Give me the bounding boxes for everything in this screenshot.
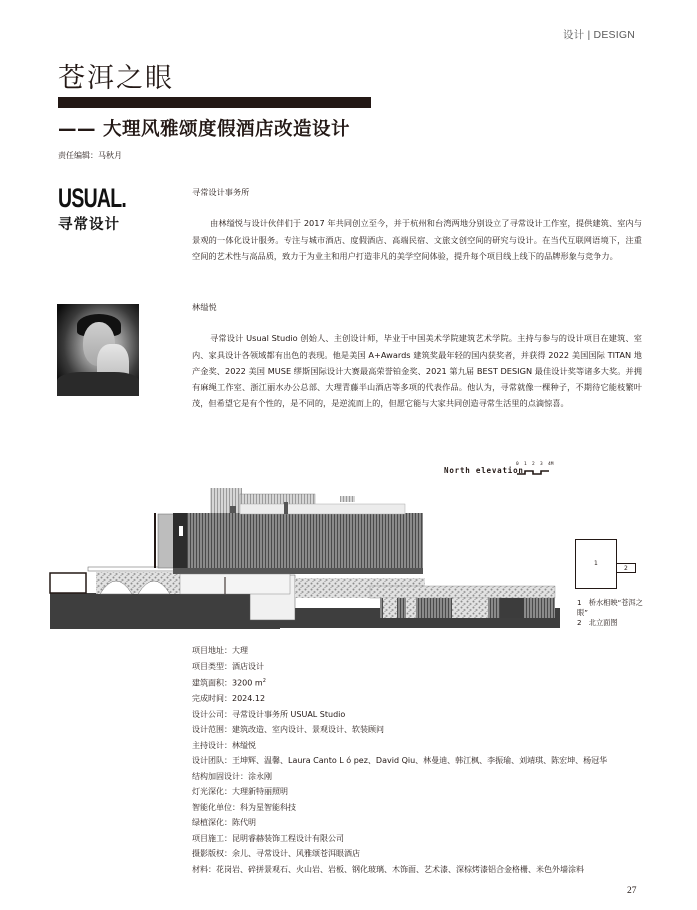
info-value: 建筑改造、室内设计、景观设计、软装顾问 bbox=[232, 725, 384, 735]
info-row bbox=[192, 659, 607, 675]
facade-band bbox=[173, 568, 423, 574]
key-plan bbox=[575, 539, 645, 589]
info-label: 设计范围： bbox=[192, 725, 232, 735]
info-row bbox=[192, 769, 607, 785]
info-label: 材料： bbox=[192, 864, 216, 874]
info-value: 酒店设计 bbox=[232, 661, 264, 671]
info-row bbox=[192, 800, 607, 816]
scale-tick: 4M bbox=[548, 462, 554, 467]
firm-logo-cn: 寻常设计 bbox=[58, 217, 120, 233]
roof-volume bbox=[210, 488, 242, 513]
roof-block bbox=[230, 506, 236, 513]
key-box-1 bbox=[575, 539, 617, 589]
info-value: 花岗岩、碎拼景观石、火山岩、岩板、钢化玻璃、木饰面、艺术漆、深棕烤漆铝合金格栅、米色外墙涂料 bbox=[216, 864, 584, 874]
figure-captions bbox=[577, 598, 652, 628]
title-divider-bar bbox=[58, 97, 371, 108]
designer-name: 林缢悦 bbox=[192, 302, 217, 312]
info-value: 寻常设计事务所 USUAL Studio bbox=[232, 709, 346, 719]
info-superscript: 2 bbox=[262, 678, 266, 684]
north-elevation-drawing bbox=[40, 480, 560, 630]
info-row bbox=[192, 643, 607, 659]
firm-logo-en: USUAL. bbox=[58, 183, 127, 213]
info-row bbox=[192, 707, 607, 723]
lobby-glazing bbox=[180, 574, 290, 594]
key-label-2: 2 bbox=[624, 565, 628, 572]
info-value: 陈代明 bbox=[232, 818, 256, 828]
stone-pier bbox=[383, 598, 397, 618]
info-label: 项目类型： bbox=[192, 661, 232, 671]
editor-credit: 责任编辑：马秋月 bbox=[58, 151, 122, 160]
key-label-1: 1 bbox=[594, 560, 598, 567]
info-value: 大理新特丽照明 bbox=[232, 787, 288, 797]
info-row bbox=[192, 862, 607, 878]
firm-name: 寻常设计事务所 bbox=[192, 187, 250, 197]
main-facade bbox=[173, 513, 423, 570]
info-label: 建筑面积： bbox=[192, 678, 232, 688]
page-number: 27 bbox=[627, 886, 637, 896]
info-label: 完成时间： bbox=[192, 694, 232, 704]
scale-tick: 0 bbox=[516, 462, 519, 467]
scale-tick: 1 bbox=[524, 462, 527, 467]
scale-tick: 3 bbox=[540, 462, 543, 467]
info-row bbox=[192, 831, 607, 847]
scale-bar-graphic bbox=[514, 462, 556, 476]
caption-1: 1 桥水相映“苍洱之眼” bbox=[577, 598, 643, 617]
project-info-list bbox=[192, 643, 607, 877]
info-label: 灯光深化： bbox=[192, 787, 232, 797]
info-value: 3200 m bbox=[232, 678, 263, 688]
info-row bbox=[192, 815, 607, 831]
info-value: 林缢悦 bbox=[232, 740, 256, 750]
info-value: 涂永刚 bbox=[248, 771, 272, 781]
portrait-body bbox=[57, 372, 139, 396]
roof-terrace bbox=[240, 504, 405, 514]
article-subtitle: —— 大理风雅颂度假酒店改造设计 bbox=[58, 119, 350, 140]
info-row bbox=[192, 846, 607, 862]
info-row bbox=[192, 722, 607, 738]
info-label: 设计公司： bbox=[192, 709, 232, 719]
roof-small bbox=[340, 496, 355, 502]
firm-bio bbox=[192, 184, 642, 264]
info-label: 摄影版权： bbox=[192, 849, 232, 859]
section-tag: 设计 | DESIGN bbox=[562, 29, 635, 41]
key-box-2 bbox=[616, 563, 636, 573]
info-label: 绿植深化： bbox=[192, 818, 232, 828]
scale-tick: 2 bbox=[532, 462, 535, 467]
window bbox=[179, 526, 183, 536]
designer-portrait bbox=[57, 304, 139, 396]
info-label: 结构加固设计： bbox=[192, 771, 248, 781]
firm-description: 由林缢悦与设计伙伴们于 2017 年共同创立至今，并于杭州和台湾两地分别设立了寻常设计工作室，提供建筑、室内与景观的一体化设计服务。专注与城市酒店、度假酒店、高端民宿、文旅文创空间的研究与设计。在当代互联网语境下，注重空间的艺术性与高品质，致力于为业主和用户打造非凡的美学空间体验，提升每个项目线上线下的品牌形象与竞争力。 bbox=[192, 218, 642, 261]
roof-block bbox=[284, 502, 288, 514]
info-row bbox=[192, 738, 607, 754]
main-facade-frame bbox=[173, 513, 187, 573]
info-value: 王坤辉、温馨、Laura Canto L ó pez、David Qiu、林曼迪、韩江枫、李振瑜、刘靖琪、陈宏坤、杨冠华 bbox=[232, 756, 608, 766]
info-value: 大理 bbox=[232, 646, 248, 655]
info-value: 余儿、寻常设计、风雅颂苍洱眼酒店 bbox=[232, 849, 360, 859]
info-value: 2024.12 bbox=[232, 694, 266, 704]
info-row bbox=[192, 691, 607, 707]
info-label: 设计团队： bbox=[192, 756, 232, 766]
info-label: 项目地址： bbox=[192, 646, 232, 655]
elevation-label: North elevation bbox=[444, 466, 524, 475]
info-row bbox=[192, 784, 607, 800]
stone-pier bbox=[406, 598, 416, 618]
tree bbox=[500, 598, 524, 618]
article-title: 苍洱之眼 bbox=[58, 63, 174, 94]
info-value: 科为星智能科技 bbox=[240, 802, 296, 812]
scale-bar bbox=[514, 462, 556, 476]
info-value: 昆明睿赫装饰工程设计有限公司 bbox=[232, 833, 344, 843]
side-tower-pole bbox=[154, 513, 156, 568]
retaining-wall bbox=[50, 573, 86, 593]
info-row bbox=[192, 674, 607, 691]
designer-bio bbox=[192, 299, 642, 412]
info-label: 项目施工： bbox=[192, 833, 232, 843]
info-label: 主持设计： bbox=[192, 740, 232, 750]
ground-mass bbox=[50, 593, 280, 629]
caption-2: 2 北立面图 bbox=[577, 618, 618, 627]
stone-pier bbox=[452, 598, 488, 618]
designer-description: 寻常设计 Usual Studio 创始人、主创设计师，毕业于中国美术学院建筑艺术学院。主持与参与的设计项目在建筑、室内、家具设计各领域都有出色的表现。他是美国 A+Awards 建筑奖最年轻的国内获奖者，并获得 2022 美国国际 TITAN 地产金奖、2022 美国 MUSE 缪斯国际设计大赛最高荣誉铂金奖、2021 第九届 BEST DESIGN 最佳设计奖等诸多大奖。并拥有麻绳工作室、浙江丽水办公总部、大理青藤半山酒店等多项的代表作品。他认为，寻常就像一棵种子，不期待它能枝繁叶茂，但希望它是有个性的，是不同的，是逆流而上的，但愿它能与大家共同创造寻常生活里的点滴惊喜。 bbox=[192, 333, 642, 409]
info-label: 智能化单位： bbox=[192, 802, 240, 812]
info-row bbox=[192, 753, 607, 769]
long-stone-wall bbox=[370, 586, 555, 598]
firm-logo bbox=[58, 183, 138, 234]
